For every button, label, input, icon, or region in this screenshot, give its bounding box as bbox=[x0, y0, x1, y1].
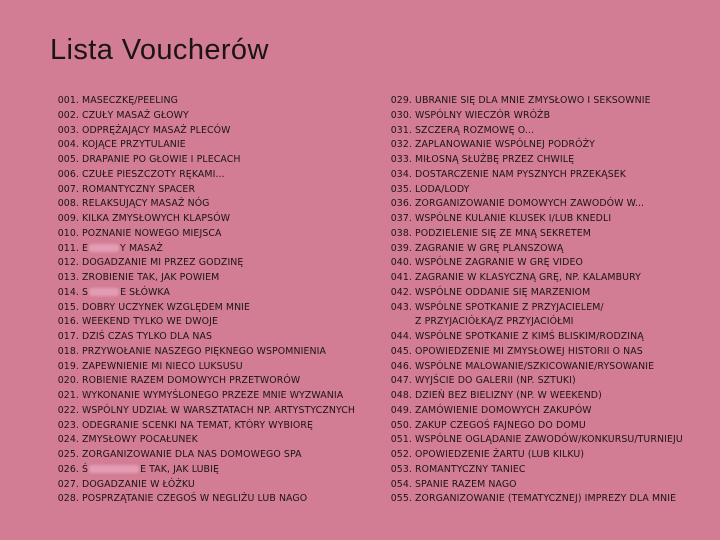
voucher-label bbox=[82, 212, 376, 227]
voucher-label bbox=[82, 419, 376, 434]
voucher-number: 018. bbox=[57, 345, 79, 357]
voucher-item bbox=[46, 419, 376, 434]
voucher-label bbox=[82, 315, 376, 330]
voucher-item bbox=[379, 197, 714, 212]
voucher-label-text: ZORGANIZOWANIE DLA NAS DOMOWEGO SPA bbox=[82, 449, 302, 460]
voucher-label-text: WSPÓLNE KULANIE KLUSEK I/LUB KNEDLI bbox=[415, 213, 612, 224]
voucher-number: 021. bbox=[57, 390, 79, 401]
voucher-label-text: DRAPANIE PO GŁOWIE I PLECACH bbox=[82, 154, 241, 165]
voucher-number: 007. bbox=[57, 183, 79, 195]
voucher-label-text: DOGADZANIE W ŁÓŻKU bbox=[82, 478, 195, 490]
voucher-number: 009. bbox=[57, 213, 79, 224]
voucher-item bbox=[379, 242, 714, 257]
voucher-item bbox=[379, 227, 714, 242]
voucher-number: 006. bbox=[57, 168, 79, 180]
voucher-label-start: E bbox=[82, 242, 89, 254]
voucher-number: 049. bbox=[390, 404, 412, 416]
voucher-label bbox=[82, 433, 376, 448]
voucher-label-text: ZAGRANIE W KLASYCZNĄ GRĘ, NP. KALAMBURY bbox=[415, 272, 641, 283]
voucher-label bbox=[82, 448, 376, 463]
voucher-label-text: WSPÓLNE SPOTKANIE Z KIMŚ BLISKIM/RODZINĄ bbox=[415, 331, 644, 342]
voucher-label-text: SPANIE RAZEM NAGO bbox=[415, 478, 517, 490]
voucher-item bbox=[379, 124, 714, 139]
voucher-label bbox=[415, 433, 714, 448]
voucher-label-text: WSPÓLNE OGLĄDANIE ZAWODÓW/KONKURSU/TURNIEJU bbox=[415, 434, 683, 446]
voucher-label-start: S bbox=[82, 286, 89, 298]
voucher-number: 025. bbox=[57, 449, 79, 460]
voucher-item bbox=[46, 301, 376, 316]
voucher-number: 035. bbox=[390, 183, 412, 195]
voucher-label bbox=[82, 360, 376, 375]
voucher-number: 013. bbox=[57, 272, 79, 283]
voucher-item bbox=[46, 389, 376, 404]
voucher-label-end: E SŁÓWKA bbox=[120, 286, 171, 298]
voucher-label bbox=[415, 153, 714, 168]
voucher-number: 026. bbox=[57, 463, 79, 475]
voucher-item bbox=[379, 360, 714, 375]
voucher-label-text: OPOWIEDZENIE ŻARTU (LUB KILKU) bbox=[415, 449, 585, 460]
voucher-label-text: POZNANIE NOWEGO MIEJSCA bbox=[82, 227, 222, 239]
voucher-label bbox=[415, 389, 714, 404]
voucher-number: 015. bbox=[57, 301, 79, 313]
voucher-item bbox=[46, 315, 376, 330]
voucher-label-text: WSPÓLNE ODDANIE SIĘ MARZENIOM bbox=[415, 286, 591, 298]
voucher-label bbox=[82, 183, 376, 198]
voucher-item bbox=[379, 256, 714, 271]
voucher-number: 016. bbox=[57, 316, 79, 328]
voucher-number: 046. bbox=[390, 360, 412, 372]
voucher-label bbox=[415, 212, 714, 227]
voucher-item bbox=[46, 286, 376, 301]
voucher-label bbox=[82, 301, 376, 316]
voucher-item bbox=[46, 448, 376, 463]
voucher-number: 033. bbox=[390, 154, 412, 165]
voucher-number: 005. bbox=[57, 154, 79, 165]
voucher-number: 040. bbox=[390, 257, 412, 269]
voucher-label bbox=[82, 124, 376, 139]
voucher-label bbox=[82, 256, 376, 271]
voucher-item bbox=[379, 404, 714, 419]
voucher-number: 010. bbox=[57, 227, 79, 239]
voucher-label bbox=[82, 153, 376, 168]
voucher-number: 008. bbox=[57, 198, 79, 210]
voucher-number: 022. bbox=[57, 404, 79, 416]
voucher-number: 030. bbox=[390, 109, 412, 121]
voucher-number: 019. bbox=[57, 360, 79, 372]
voucher-item bbox=[379, 374, 714, 389]
voucher-item bbox=[379, 389, 714, 404]
voucher-label-text: ZAKUP CZEGOŚ FAJNEGO DO DOMU bbox=[415, 419, 586, 431]
voucher-label bbox=[415, 183, 714, 198]
voucher-item bbox=[379, 301, 714, 331]
voucher-label-text: WSPÓLNE SPOTKANIE Z PRZYJACIELEM/ bbox=[415, 301, 604, 313]
voucher-label bbox=[415, 330, 714, 345]
voucher-item bbox=[46, 463, 376, 478]
voucher-label-text: DZIŚ CZAS TYLKO DLA NAS bbox=[82, 331, 213, 342]
voucher-item bbox=[46, 330, 376, 345]
voucher-label-text: CZUŁE PIESZCZOTY RĘKAMI... bbox=[82, 168, 225, 180]
voucher-label bbox=[82, 345, 376, 360]
voucher-label-start: Ś bbox=[82, 463, 89, 475]
voucher-item bbox=[46, 256, 376, 271]
voucher-label bbox=[415, 138, 714, 153]
voucher-number: 004. bbox=[57, 139, 79, 151]
voucher-label-text: ROMANTYCZNY TANIEC bbox=[415, 463, 526, 475]
voucher-item bbox=[379, 478, 714, 493]
voucher-label-text: WSPÓLNY WIECZÓR WRÓŻB bbox=[415, 109, 551, 121]
voucher-number: 031. bbox=[390, 124, 412, 136]
voucher-label-text: CZUŁY MASAŻ GŁOWY bbox=[82, 109, 189, 121]
voucher-label bbox=[82, 197, 376, 212]
voucher-label bbox=[415, 168, 714, 183]
voucher-label-text: ZROBIENIE TAK, JAK POWIEM bbox=[82, 272, 220, 283]
voucher-label-text: KOJĄCE PRZYTULANIE bbox=[82, 139, 186, 151]
voucher-label-text: KILKA ZMYSŁOWYCH KLAPSÓW bbox=[82, 213, 231, 224]
voucher-label-text: LODA/LODY bbox=[415, 183, 470, 195]
voucher-item bbox=[46, 404, 376, 419]
voucher-label bbox=[82, 492, 376, 507]
voucher-item bbox=[379, 153, 714, 168]
voucher-label-text: ZAPLANOWANIE WSPÓLNEJ PODRÓŻY bbox=[415, 139, 595, 151]
voucher-label bbox=[82, 242, 376, 257]
voucher-item bbox=[46, 183, 376, 198]
voucher-number: 001. bbox=[57, 95, 79, 106]
voucher-label bbox=[415, 374, 714, 389]
voucher-label-text: ODEGRANIE SCENKI NA TEMAT, KTÓRY WYBIORĘ bbox=[82, 419, 314, 431]
voucher-label-text: WSPÓLNY UDZIAŁ W WARSZTATACH NP. ARTYSTYCZNYCH bbox=[82, 404, 356, 416]
voucher-label bbox=[82, 138, 376, 153]
voucher-number: 047. bbox=[390, 375, 412, 387]
voucher-item bbox=[46, 94, 376, 109]
voucher-number: 055. bbox=[390, 493, 412, 505]
voucher-label-text: DOBRY UCZYNEK WZGLĘDEM MNIE bbox=[82, 301, 251, 313]
voucher-number: 017. bbox=[57, 331, 79, 342]
voucher-label bbox=[415, 463, 714, 478]
voucher-label bbox=[415, 345, 714, 360]
voucher-number: 023. bbox=[57, 419, 79, 431]
redacted-text bbox=[89, 465, 139, 473]
voucher-item bbox=[46, 360, 376, 375]
voucher-label-text: PODZIELENIE SIĘ ZE MNĄ SEKRETEM bbox=[415, 227, 591, 239]
voucher-label-text: PRZYWOŁANIE NASZEGO PIĘKNEGO WSPOMNIENIA bbox=[82, 345, 326, 357]
voucher-number: 039. bbox=[390, 242, 412, 254]
voucher-label bbox=[415, 256, 714, 271]
voucher-number: 029. bbox=[390, 95, 412, 106]
voucher-number: 012. bbox=[57, 257, 79, 269]
voucher-number: 014. bbox=[57, 286, 79, 298]
voucher-number: 050. bbox=[390, 419, 412, 431]
voucher-item bbox=[46, 197, 376, 212]
voucher-number: 043. bbox=[390, 301, 412, 313]
voucher-label bbox=[415, 448, 714, 463]
redacted-text bbox=[89, 244, 119, 252]
voucher-item bbox=[379, 345, 714, 360]
voucher-number: 052. bbox=[390, 449, 412, 460]
voucher-label bbox=[82, 478, 376, 493]
voucher-item bbox=[46, 242, 376, 257]
voucher-number: 053. bbox=[390, 463, 412, 475]
voucher-label bbox=[415, 360, 714, 375]
voucher-number: 048. bbox=[390, 390, 412, 401]
voucher-label bbox=[415, 242, 714, 257]
voucher-label-text: OPOWIEDZENIE MI ZMYSŁOWEJ HISTORII O NAS bbox=[415, 345, 643, 357]
voucher-number: 002. bbox=[57, 109, 79, 121]
voucher-item bbox=[46, 227, 376, 242]
voucher-item bbox=[379, 433, 714, 448]
voucher-number: 038. bbox=[390, 227, 412, 239]
voucher-label-text: RELAKSUJĄCY MASAŻ NÓG bbox=[82, 198, 210, 210]
voucher-label-text: POSPRZĄTANIE CZEGOŚ W NEGLIŻU LUB NAGO bbox=[82, 493, 308, 505]
voucher-item bbox=[46, 109, 376, 124]
voucher-label-text: WSPÓLNE MALOWANIE/SZKICOWANIE/RYSOWANIE bbox=[415, 360, 655, 372]
voucher-item bbox=[379, 448, 714, 463]
voucher-number: 051. bbox=[390, 434, 412, 446]
voucher-label-text: SZCZERĄ ROZMOWĘ O... bbox=[415, 124, 535, 136]
voucher-label-text: ZMYSŁOWY POCAŁUNEK bbox=[82, 434, 198, 446]
voucher-label bbox=[415, 271, 714, 286]
voucher-number: 024. bbox=[57, 434, 79, 446]
voucher-label bbox=[415, 492, 714, 507]
voucher-label bbox=[82, 463, 376, 478]
voucher-label-text-continued: Z PRZYJACIÓŁKĄ/Z PRZYJACIÓŁMI bbox=[415, 316, 574, 328]
voucher-number: 034. bbox=[390, 168, 412, 180]
voucher-number: 037. bbox=[390, 213, 412, 224]
voucher-list-left bbox=[46, 94, 376, 507]
voucher-item bbox=[379, 463, 714, 478]
voucher-item bbox=[46, 168, 376, 183]
voucher-number: 054. bbox=[390, 478, 412, 490]
voucher-label bbox=[415, 109, 714, 124]
voucher-label-text: DZIEŃ BEZ BIELIZNY (NP. W WEEKEND) bbox=[415, 390, 602, 401]
voucher-item bbox=[46, 124, 376, 139]
voucher-label-text: MIŁOSNĄ SŁUŻBĘ PRZEZ CHWILĘ bbox=[415, 154, 575, 165]
voucher-label-text: ROBIENIE RAZEM DOMOWYCH PRZETWORÓW bbox=[82, 375, 301, 387]
voucher-label bbox=[415, 478, 714, 493]
voucher-item bbox=[379, 168, 714, 183]
voucher-label-end: Y MASAŻ bbox=[120, 242, 163, 254]
voucher-label bbox=[415, 404, 714, 419]
voucher-number: 041. bbox=[390, 272, 412, 283]
voucher-label bbox=[415, 286, 714, 301]
voucher-label-text: ROMANTYCZNY SPACER bbox=[82, 183, 196, 195]
voucher-label bbox=[82, 330, 376, 345]
voucher-number: 036. bbox=[390, 198, 412, 210]
voucher-label-text: ZORGANIZOWANIE (TEMATYCZNEJ) IMPREZY DLA MNIE bbox=[415, 493, 677, 505]
voucher-number: 020. bbox=[57, 375, 79, 387]
voucher-item bbox=[46, 212, 376, 227]
voucher-label-text: MASECZKĘ/PEELING bbox=[82, 95, 178, 106]
voucher-label bbox=[415, 419, 714, 434]
voucher-number: 011. bbox=[57, 242, 79, 254]
voucher-label-text: ZORGANIZOWANIE DOMOWYCH ZAWODÓW W... bbox=[415, 198, 645, 210]
voucher-label bbox=[82, 286, 376, 301]
voucher-label-text: WYJŚCIE DO GALERII (NP. SZTUKI) bbox=[415, 375, 576, 387]
voucher-label-end: E TAK, JAK LUBIĘ bbox=[140, 463, 219, 475]
voucher-label bbox=[415, 124, 714, 139]
voucher-item bbox=[46, 492, 376, 507]
voucher-label-text: ZAGRANIE W GRĘ PLANSZOWĄ bbox=[415, 242, 564, 254]
voucher-label-text: UBRANIE SIĘ DLA MNIE ZMYSŁOWO I SEKSOWNIE bbox=[415, 95, 651, 106]
voucher-number: 042. bbox=[390, 286, 412, 298]
voucher-item bbox=[379, 183, 714, 198]
voucher-item bbox=[379, 286, 714, 301]
voucher-label bbox=[415, 301, 714, 331]
voucher-label bbox=[82, 168, 376, 183]
voucher-label-text: WYKONANIE WYMYŚLONEGO PRZEZE MNIE WYZWANIA bbox=[82, 390, 344, 401]
voucher-label bbox=[415, 94, 714, 109]
voucher-item bbox=[46, 345, 376, 360]
voucher-item bbox=[46, 138, 376, 153]
page-title: Lista Voucherów bbox=[50, 34, 269, 66]
voucher-label-text: ZAPEWNIENIE MI NIECO LUKSUSU bbox=[82, 360, 243, 372]
voucher-item bbox=[379, 109, 714, 124]
voucher-label-text: DOSTARCZENIE NAM PYSZNYCH PRZEKĄSEK bbox=[415, 168, 627, 180]
voucher-label bbox=[415, 227, 714, 242]
voucher-number: 027. bbox=[57, 478, 79, 490]
voucher-label bbox=[82, 109, 376, 124]
voucher-item bbox=[379, 330, 714, 345]
voucher-item bbox=[379, 492, 714, 507]
voucher-item bbox=[46, 433, 376, 448]
voucher-number: 028. bbox=[57, 493, 79, 505]
voucher-label-text: ODPRĘŻAJĄCY MASAŻ PLECÓW bbox=[82, 124, 231, 136]
voucher-label-text: WEEKEND TYLKO WE DWOJE bbox=[82, 316, 218, 328]
voucher-label-text: DOGADZANIE MI PRZEZ GODZINĘ bbox=[82, 257, 244, 269]
voucher-label bbox=[82, 94, 376, 109]
voucher-item bbox=[379, 138, 714, 153]
voucher-label-text: WSPÓLNE ZAGRANIE W GRĘ VIDEO bbox=[415, 257, 583, 269]
voucher-list-right bbox=[379, 94, 714, 507]
voucher-item bbox=[46, 374, 376, 389]
voucher-number: 003. bbox=[57, 124, 79, 136]
voucher-number: 045. bbox=[390, 345, 412, 357]
voucher-label bbox=[82, 374, 376, 389]
redacted-text bbox=[89, 288, 119, 296]
voucher-label bbox=[82, 389, 376, 404]
voucher-number: 044. bbox=[390, 331, 412, 342]
voucher-label bbox=[415, 197, 714, 212]
voucher-item bbox=[379, 94, 714, 109]
voucher-label-text: ZAMÓWIENIE DOMOWYCH ZAKUPÓW bbox=[415, 404, 592, 416]
voucher-label bbox=[82, 271, 376, 286]
voucher-label bbox=[82, 404, 376, 419]
voucher-item bbox=[379, 419, 714, 434]
voucher-item bbox=[46, 153, 376, 168]
voucher-item bbox=[46, 271, 376, 286]
voucher-item bbox=[379, 212, 714, 227]
voucher-label bbox=[82, 227, 376, 242]
voucher-item bbox=[379, 271, 714, 286]
voucher-item bbox=[46, 478, 376, 493]
voucher-number: 032. bbox=[390, 139, 412, 151]
